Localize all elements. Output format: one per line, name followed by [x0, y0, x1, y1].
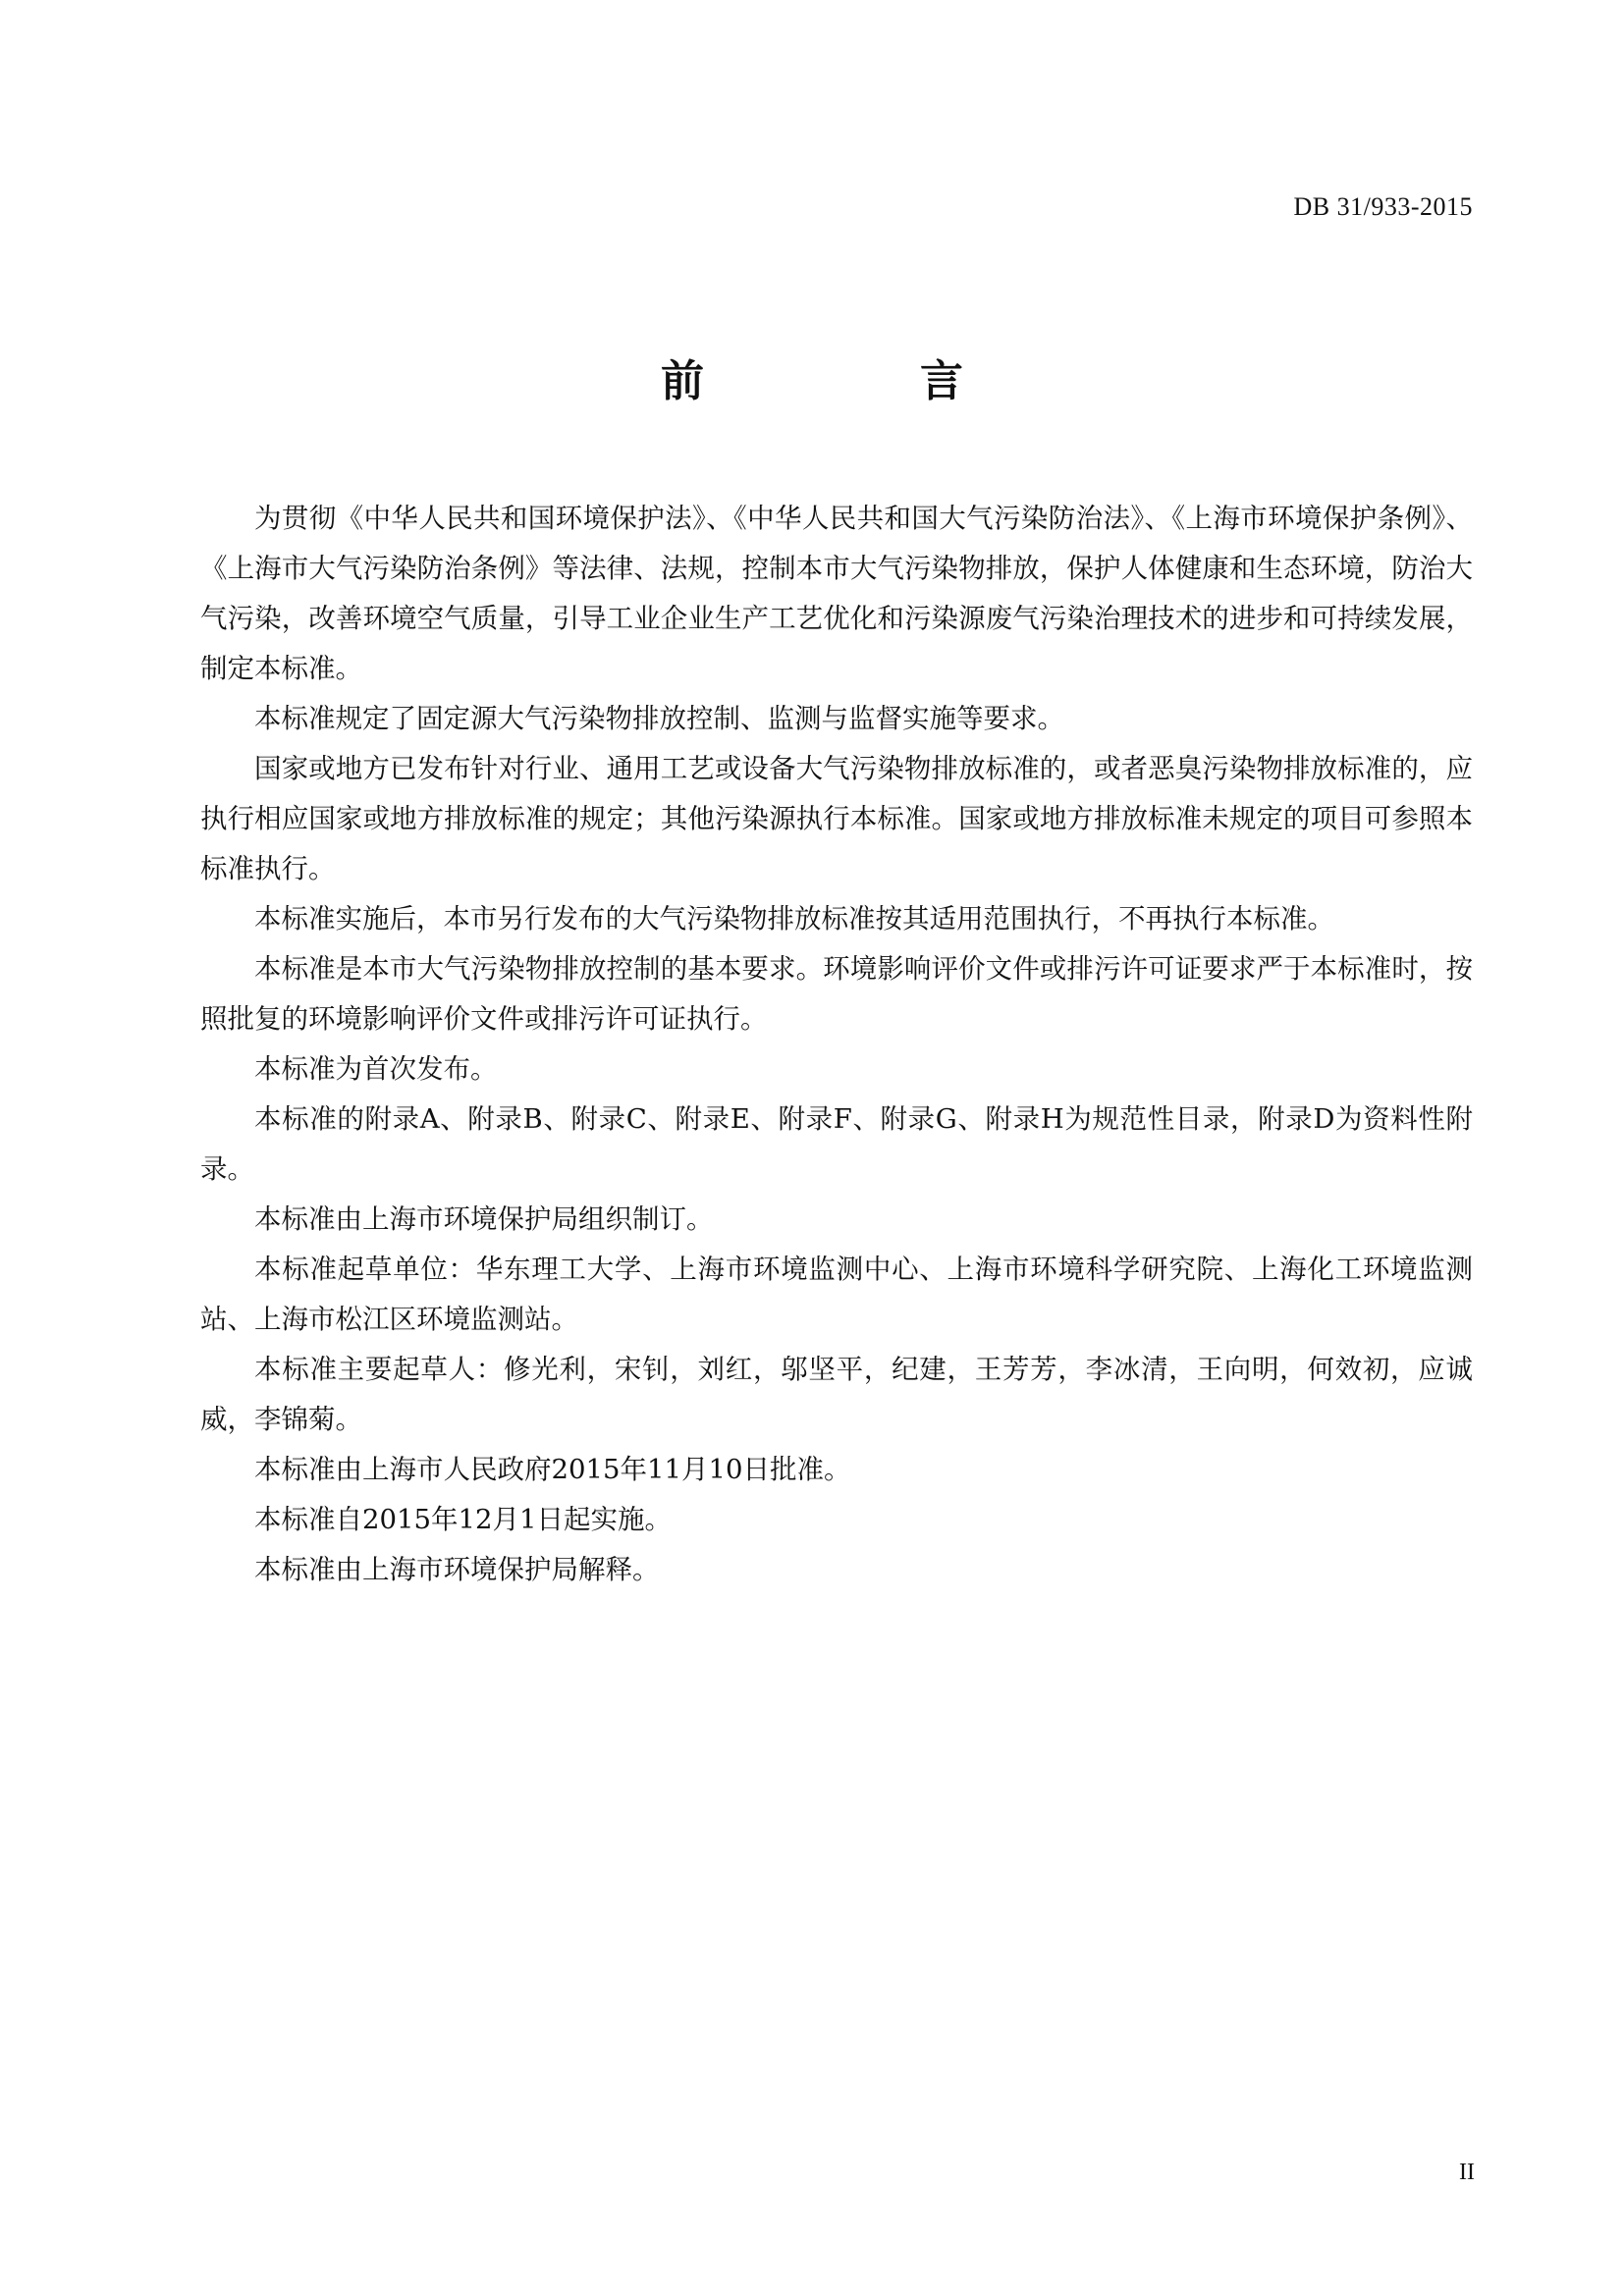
paragraph-appendices: 本标准的附录A、附录B、附录C、附录E、附录F、附录G、附录H为规范性目录，附录D为资料性附录。: [200, 1103, 1473, 1185]
paragraph-approval: 本标准由上海市人民政府2015年11月10日批准。: [254, 1454, 851, 1485]
paragraph-purpose: 为贯彻《中华人民共和国环境保护法》、《中华人民共和国大气污染防治法》、《上海市环境保护条例》、《上海市大气污染防治条例》等法律、法规，控制本市大气污染物排放，保护人体健康和生态环境，防治大气污染，改善环境空气质量，引导工业企业生产工艺优化和污染源废气污染治理技术的进步和可持续发展，制定本标准。: [200, 503, 1473, 684]
page-number: II: [1459, 2160, 1475, 2185]
paragraph-effective-date: 本标准自2015年12月1日起实施。: [254, 1504, 672, 1535]
paragraph-applicability: 国家或地方已发布针对行业、通用工艺或设备大气污染物排放标准的，或者恶臭污染物排放标准的，应执行相应国家或地方排放标准的规定；其他污染源执行本标准。国家或地方排放标准未规定的项目可参照本标准执行。: [200, 753, 1473, 884]
foreword-body: [200, 494, 1473, 1595]
paragraph-scope: 本标准规定了固定源大气污染物排放控制、监测与监督实施等要求。: [254, 703, 1064, 734]
paragraph-basic-requirement: 本标准是本市大气污染物排放控制的基本要求。环境影响评价文件或排污许可证要求严于本标准时，按照批复的环境影响评价文件或排污许可证执行。: [200, 953, 1473, 1035]
standard-code: DB 31/933-2015: [1293, 192, 1473, 221]
paragraph-first-release: 本标准为首次发布。: [254, 1053, 498, 1085]
paragraph-interpretation: 本标准由上海市环境保护局解释。: [254, 1554, 660, 1585]
paragraph-drafting-units: 本标准起草单位：华东理工大学、上海市环境监测中心、上海市环境科学研究院、上海化工环境监测站、上海市松江区环境监测站。: [200, 1254, 1473, 1335]
paragraph-drafters: 本标准主要起草人：修光利，宋钊，刘红，邬坚平，纪建，王芳芳，李冰清，王向明，何效初，应诚威，李锦菊。: [200, 1354, 1473, 1435]
page-title: 前 言: [661, 356, 1006, 406]
paragraph-implementation: 本标准实施后，本市另行发布的大气污染物排放标准按其适用范围执行，不再执行本标准。: [254, 903, 1334, 934]
paragraph-organizer: 本标准由上海市环境保护局组织制订。: [254, 1203, 714, 1235]
